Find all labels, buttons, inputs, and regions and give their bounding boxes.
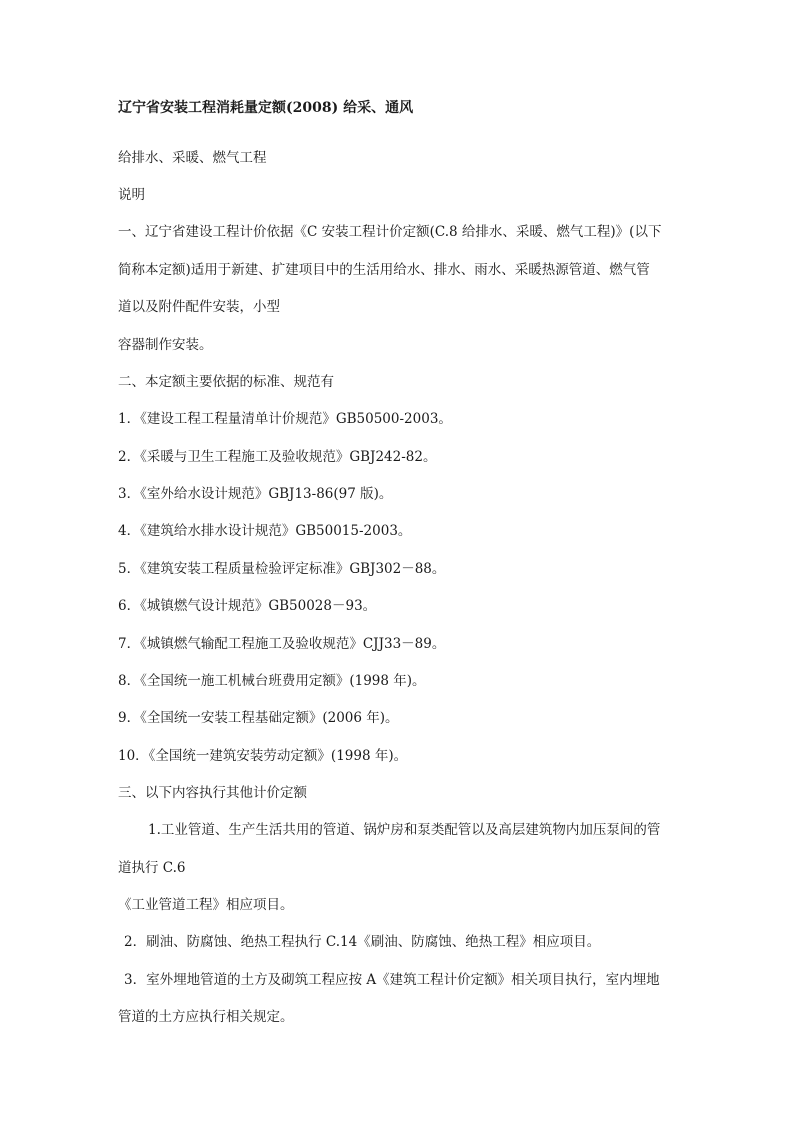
list-item: 2．《采暖与卫生工程施工及验收规范》GBJ242-82。 — [118, 449, 437, 465]
section-heading: 说明 — [118, 187, 145, 203]
list-item: 10．《全国统一建筑安装劳动定额》(1998 年)。 — [118, 748, 408, 764]
list-item: 1．《建设工程工程量清单计价规范》GB50500-2003。 — [118, 411, 452, 427]
paragraph-line: 管道的土方应执行相关规定。 — [118, 1009, 294, 1025]
list-item: 9．《全国统一安装工程基础定额》(2006 年)。 — [118, 710, 399, 726]
list-item: 5．《建筑安装工程质量检验评定标准》GBJ302－88。 — [118, 561, 446, 577]
list-item: 3．《室外给水设计规范》GBJ13-86(97 版)。 — [118, 486, 393, 502]
list-item: 2．刷油、防腐蚀、绝热工程执行 C.14《刷油、防腐蚀、绝热工程》相应项目。 — [124, 934, 601, 950]
section-heading: 三、以下内容执行其他计价定额 — [118, 785, 307, 801]
paragraph-line: 道执行 C.6 — [118, 860, 186, 876]
list-item: 8．《全国统一施工机械台班费用定额》(1998 年)。 — [118, 673, 426, 689]
paragraph-line: 1.工业管道、生产生活共用的管道、锅炉房和泵类配管以及高层建筑物内加压泵间的管 — [148, 822, 661, 838]
list-item: 4．《建筑给水排水设计规范》GB50015-2003。 — [118, 523, 412, 539]
list-item: 3．室外埋地管道的土方及砌筑工程应按 A《建筑工程计价定额》相关项目执行，室内埋地 — [124, 972, 660, 988]
paragraph-line: 简称本定额)适用于新建、扩建项目中的生活用给水、排水、雨水、采暖热源管道、燃气管 — [118, 262, 650, 278]
section-heading: 二、本定额主要依据的标准、规范有 — [118, 374, 334, 390]
paragraph-line: 容器制作安装。 — [118, 337, 213, 353]
paragraph-line: 道以及附件配件安装，小型 — [118, 299, 280, 315]
document-title: 辽宁省安装工程消耗量定额(2008) 给采、通风 — [118, 100, 414, 116]
list-item: 7．《城镇燃气输配工程施工及验收规范》CJJ33－89。 — [118, 636, 446, 652]
section-heading: 给排水、采暖、燃气工程 — [118, 150, 267, 166]
paragraph-line: 《工业管道工程》相应项目。 — [118, 897, 294, 913]
paragraph-line: 一、辽宁省建设工程计价依据《C 安装工程计价定额(C.8 给排水、采暖、燃气工程)》(以下 — [118, 224, 662, 240]
list-item: 6．《城镇燃气设计规范》GB50028－93。 — [118, 598, 377, 614]
